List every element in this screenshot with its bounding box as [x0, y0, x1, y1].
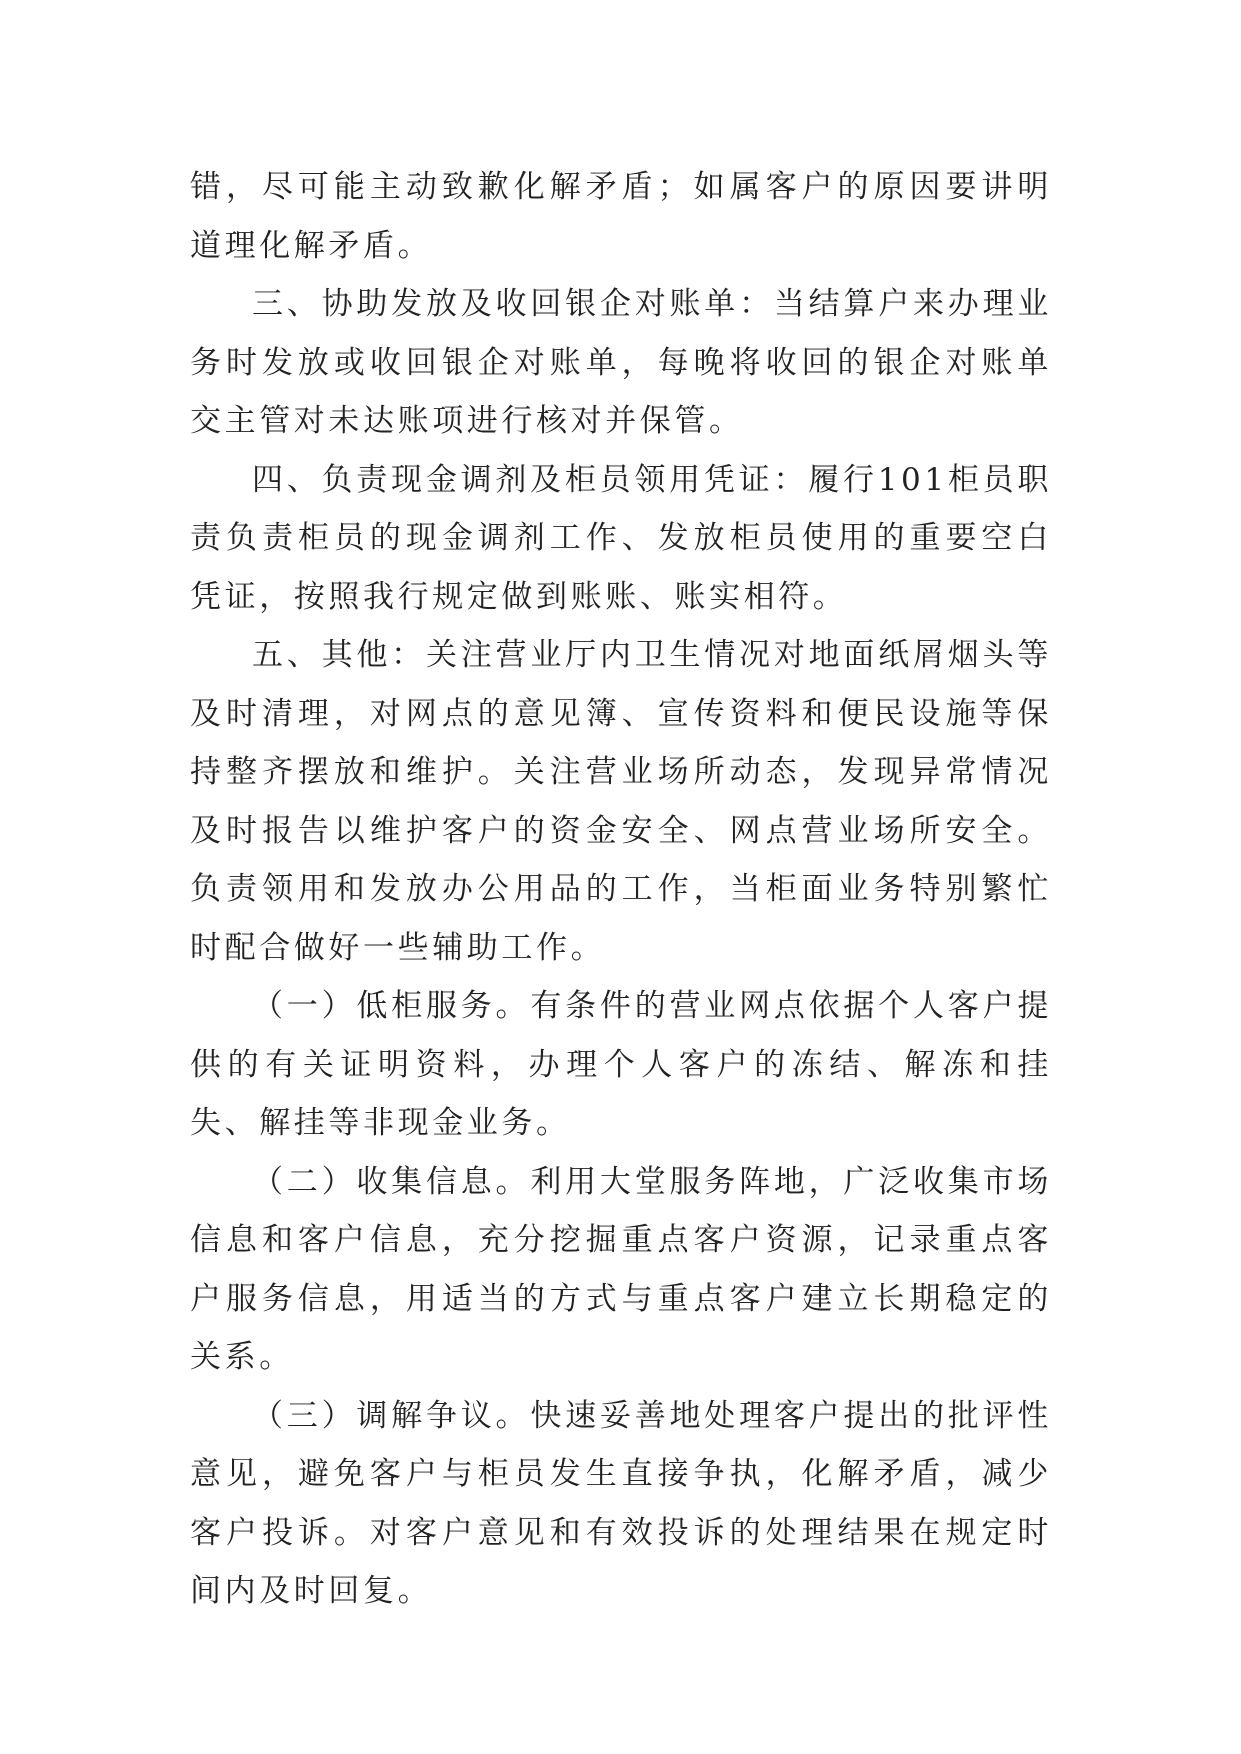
paragraph-subsection-1: （一）低柜服务。有条件的营业网点依据个人客户提供的有关证明资料，办理个人客户的冻结、解冻和挂失、解挂等非现金业务。 — [190, 988, 1052, 1141]
paragraph-continuation: 错，尽可能主动致歉化解矛盾；如属客户的原因要讲明道理化解矛盾。 — [190, 169, 1052, 264]
document-body — [190, 158, 1052, 1621]
paragraph-section-3: 三、协助发放及收回银企对账单：当结算户来办理业务时发放或收回银企对账单，每晚将收回的银企对账单交主管对未达账项进行核对并保管。 — [190, 286, 1052, 439]
paragraph-section-4: 四、负责现金调剂及柜员领用凭证：履行101柜员职责负责柜员的现金调剂工作、发放柜员使用的重要空白凭证，按照我行规定做到账账、账实相符。 — [190, 461, 1052, 615]
paragraph-subsection-3: （三）调解争议。快速妥善地处理客户提出的批评性意见，避免客户与柜员发生直接争执，化解矛盾，减少客户投诉。对客户意见和有效投诉的处理结果在规定时间内及时回复。 — [190, 1397, 1052, 1609]
paragraph-subsection-2: （二）收集信息。利用大堂服务阵地，广泛收集市场信息和客户信息，充分挖掘重点客户资源，记录重点客户服务信息，用适当的方式与重点客户建立长期稳定的关系。 — [190, 1163, 1052, 1375]
paragraph-section-5: 五、其他：关注营业厅内卫生情况对地面纸屑烟头等及时清理，对网点的意见簿、宣传资料和便民设施等保持整齐摆放和维护。关注营业场所动态，发现异常情况及时报告以维护客户的资金安全、网点营业场所安全。负责领用和发放办公用品的工作，当柜面业务特别繁忙时配合做好一些辅助工作。 — [190, 637, 1052, 966]
